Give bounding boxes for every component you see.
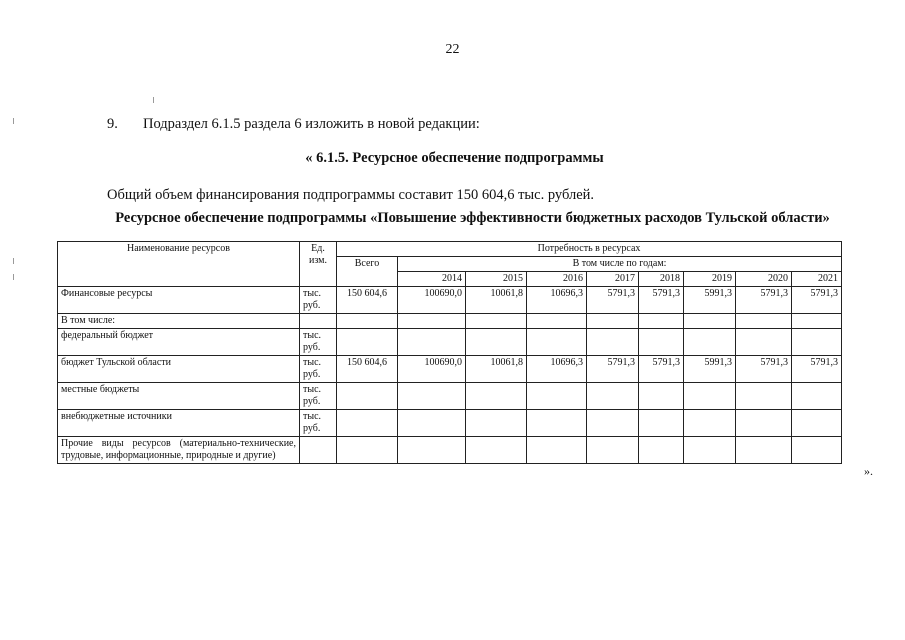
row-value: 5791,3 <box>587 356 639 383</box>
row-value <box>684 437 736 464</box>
row-value <box>466 410 527 437</box>
row-value: 5791,3 <box>639 356 684 383</box>
table-row <box>58 329 842 356</box>
row-value <box>587 314 639 329</box>
section-heading-text: « 6.1.5. Ресурсное обеспечение подпрограммы <box>305 150 604 166</box>
row-value <box>736 410 792 437</box>
row-value <box>398 410 466 437</box>
row-name: В том числе: <box>58 314 300 329</box>
row-value: 10696,3 <box>527 356 587 383</box>
row-name: бюджет Тульской области <box>58 356 300 383</box>
scan-mark <box>13 258 14 264</box>
header-year-2018: 2018 <box>639 272 684 287</box>
resources-table-body <box>58 242 842 464</box>
row-value <box>527 314 587 329</box>
row-total: 150 604,6 <box>337 356 398 383</box>
row-unit: тыс. руб. <box>300 329 337 356</box>
row-total <box>337 314 398 329</box>
row-value <box>466 314 527 329</box>
row-value: 5791,3 <box>587 287 639 314</box>
row-value <box>792 437 842 464</box>
row-unit: тыс. руб. <box>300 287 337 314</box>
header-by-years: В том числе по годам: <box>398 257 842 272</box>
table-row <box>58 314 842 329</box>
row-value <box>398 383 466 410</box>
row-total <box>337 383 398 410</box>
row-value <box>587 437 639 464</box>
row-value: 5791,3 <box>792 356 842 383</box>
row-name: внебюджетные источники <box>58 410 300 437</box>
row-value <box>587 329 639 356</box>
row-value <box>398 314 466 329</box>
row-value <box>792 383 842 410</box>
row-value <box>527 437 587 464</box>
row-value: 5791,3 <box>639 287 684 314</box>
row-value <box>466 383 527 410</box>
row-total: 150 604,6 <box>337 287 398 314</box>
row-value <box>736 314 792 329</box>
row-value: 5991,3 <box>684 287 736 314</box>
row-value <box>684 410 736 437</box>
header-year-2019: 2019 <box>684 272 736 287</box>
row-value <box>466 437 527 464</box>
row-value <box>587 410 639 437</box>
header-year-2020: 2020 <box>736 272 792 287</box>
row-name: Финансовые ресурсы <box>58 287 300 314</box>
row-value: 10696,3 <box>527 287 587 314</box>
header-year-2017: 2017 <box>587 272 639 287</box>
resources-table <box>57 241 842 464</box>
row-value: 100690,0 <box>398 287 466 314</box>
row-name: местные бюджеты <box>58 383 300 410</box>
header-need: Потребность в ресурсах <box>337 242 842 257</box>
header-year-2014: 2014 <box>398 272 466 287</box>
row-value <box>527 329 587 356</box>
row-unit <box>300 314 337 329</box>
row-value: 5791,3 <box>792 287 842 314</box>
row-value: 5791,3 <box>736 287 792 314</box>
row-total <box>337 329 398 356</box>
row-value: 10061,8 <box>466 356 527 383</box>
total-financing-text: Общий объем финансирования подпрограммы составит 150 604,6 тыс. рублей. <box>107 187 595 203</box>
page-number: 22 <box>445 42 460 57</box>
section-heading <box>0 150 905 167</box>
row-value: 100690,0 <box>398 356 466 383</box>
row-value <box>466 329 527 356</box>
row-value <box>398 329 466 356</box>
row-value <box>639 329 684 356</box>
row-value <box>684 314 736 329</box>
row-unit: тыс. руб. <box>300 383 337 410</box>
header-unit: Ед. изм. <box>300 242 337 287</box>
row-value: 5791,3 <box>736 356 792 383</box>
item-text: Подраздел 6.1.5 раздела 6 изложить в новой редакции: <box>143 116 480 132</box>
table-row <box>58 287 842 314</box>
row-value <box>527 410 587 437</box>
row-total <box>337 410 398 437</box>
scan-mark <box>13 274 14 280</box>
row-value <box>684 383 736 410</box>
header-year-2021: 2021 <box>792 272 842 287</box>
scan-mark <box>13 118 14 124</box>
row-value <box>736 383 792 410</box>
row-value <box>684 329 736 356</box>
row-value <box>587 383 639 410</box>
table-row <box>58 437 842 464</box>
scan-mark <box>153 97 154 103</box>
row-value: 10061,8 <box>466 287 527 314</box>
row-name: Прочие виды ресурсов (материально-технические, трудовые, информационные, природные и другие) <box>58 437 300 464</box>
row-total <box>337 437 398 464</box>
row-name: федеральный бюджет <box>58 329 300 356</box>
table-title <box>0 210 905 227</box>
item-number: 9. <box>107 116 118 132</box>
row-value <box>639 410 684 437</box>
row-value <box>639 314 684 329</box>
row-value <box>639 383 684 410</box>
row-value <box>527 383 587 410</box>
table-row <box>58 410 842 437</box>
table-title-text: Ресурсное обеспечение подпрограммы «Повышение эффективности бюджетных расходов Тульской области» <box>115 210 830 226</box>
row-unit <box>300 437 337 464</box>
header-year-2016: 2016 <box>527 272 587 287</box>
header-name: Наименование ресурсов <box>58 242 300 287</box>
header-row-1 <box>58 242 842 257</box>
header-total: Всего <box>337 257 398 287</box>
row-unit: тыс. руб. <box>300 356 337 383</box>
row-value <box>792 410 842 437</box>
item-line <box>107 116 480 133</box>
table-row <box>58 383 842 410</box>
row-value <box>639 437 684 464</box>
row-unit: тыс. руб. <box>300 410 337 437</box>
closing-quote: ». <box>864 464 873 478</box>
row-value: 5991,3 <box>684 356 736 383</box>
row-value <box>736 437 792 464</box>
row-value <box>736 329 792 356</box>
header-year-2015: 2015 <box>466 272 527 287</box>
row-value <box>792 314 842 329</box>
row-value <box>398 437 466 464</box>
table-row <box>58 356 842 383</box>
row-value <box>792 329 842 356</box>
